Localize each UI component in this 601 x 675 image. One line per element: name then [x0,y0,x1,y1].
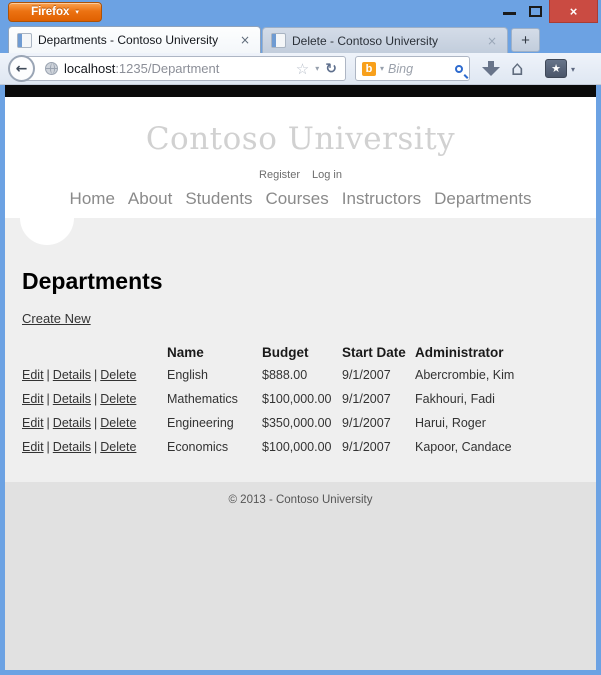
bookmark-star-icon[interactable]: ☆ [295,59,310,78]
link-separator: | [94,392,98,406]
url-host: localhost [64,61,116,76]
chevron-down-icon: ▾ [75,8,79,16]
refresh-icon[interactable]: ↻ [325,60,337,77]
nav-item-home[interactable]: Home [69,189,115,208]
cell-name: Mathematics [167,392,238,406]
page-viewport [5,97,596,670]
tab-departments[interactable] [8,26,261,53]
delete-link[interactable]: Delete [100,368,137,382]
tab-title: Departments - Contoso University [38,33,219,47]
cell-administrator: Fakhouri, Fadi [415,392,495,406]
nav-item-students[interactable]: Students [185,189,253,208]
home-button[interactable] [511,56,524,80]
plus-icon: + [521,31,530,49]
chevron-down-icon[interactable]: ▾ [571,65,576,74]
auth-links [5,169,596,181]
bookmarks-button[interactable] [545,59,567,78]
edit-link[interactable]: Edit [22,440,44,454]
search-input[interactable] [388,62,451,76]
firefox-menu-button[interactable] [8,2,102,22]
row-actions [22,411,167,435]
link-separator: | [94,416,98,430]
cell-administrator: Kapoor, Candace [415,440,512,454]
delete-link[interactable]: Delete [100,392,137,406]
cell-name: Engineering [167,416,234,430]
link-separator: | [46,368,50,382]
navigation-toolbar [0,53,601,85]
table-row [22,411,595,435]
cell-start-date: 9/1/2007 [342,440,391,454]
page-favicon-icon [271,33,286,48]
tab-delete[interactable] [262,27,508,53]
site-footer [5,482,596,670]
tab-close-icon[interactable]: × [239,33,250,47]
address-bar-icons [296,60,345,78]
link-separator: | [46,416,50,430]
chevron-down-icon[interactable]: ▾ [380,64,385,73]
delete-link[interactable]: Delete [100,440,137,454]
cell-start-date: 9/1/2007 [342,368,391,382]
nav-item-departments[interactable]: Departments [434,189,532,208]
details-link[interactable]: Details [52,440,92,454]
cell-administrator: Abercrombie, Kim [415,368,515,382]
details-link[interactable]: Details [52,368,92,382]
table-header-row [22,341,595,363]
home-icon: ⌂ [511,56,524,80]
row-actions [22,363,167,387]
cell-budget: $888.00 [262,368,308,382]
departments-table [22,341,595,459]
cell-name: English [167,368,208,382]
table-row [22,363,595,387]
close-window-button[interactable] [549,0,598,23]
star-icon: ★ [551,62,561,75]
login-link[interactable]: Log in [311,169,342,181]
row-actions [22,435,167,459]
row-actions [22,387,167,411]
header-administrator: Administrator [415,344,504,360]
link-separator: | [46,440,50,454]
edit-link[interactable]: Edit [22,416,44,430]
minimize-button[interactable] [503,12,516,15]
chevron-down-icon[interactable]: ▾ [315,64,320,73]
cell-budget: $100,000.00 [262,392,332,406]
address-bar[interactable] [22,56,346,81]
back-arrow-icon: ← [15,60,28,77]
header-budget: Budget [262,344,309,360]
globe-icon [45,62,58,75]
site-header [5,97,596,218]
link-separator: | [94,440,98,454]
tab-title: Delete - Contoso University [292,33,439,48]
search-box[interactable] [355,56,470,81]
header-name: Name [167,344,204,360]
maximize-button[interactable] [529,6,542,17]
firefox-menu-label: Firefox [31,6,70,18]
details-link[interactable]: Details [52,392,92,406]
bing-logo-icon[interactable]: b [362,62,376,76]
edit-link[interactable]: Edit [22,392,44,406]
table-row [22,387,595,411]
search-icon[interactable] [455,65,463,73]
departments-table-body [22,363,595,459]
new-tab-button[interactable] [511,28,540,52]
header-actions [22,341,167,363]
register-link[interactable]: Register [259,169,300,181]
nav-item-courses[interactable]: Courses [265,189,329,208]
content-area [5,218,596,482]
page-favicon-icon [17,33,32,48]
url-path: :1235/Department [115,61,220,76]
details-link[interactable]: Details [52,416,92,430]
copyright-text: © 2013 - Contoso University [228,494,373,506]
nav-item-about[interactable]: About [127,189,173,208]
link-separator: | [94,368,98,382]
page-title: Departments [22,268,163,294]
site-brand: Contoso University [145,121,456,157]
main-nav [5,189,596,209]
create-new-link[interactable]: Create New [22,311,91,326]
cell-administrator: Harui, Roger [415,416,486,430]
nav-item-instructors[interactable]: Instructors [341,189,422,208]
cell-start-date: 9/1/2007 [342,416,391,430]
tab-close-icon[interactable]: × [486,33,497,48]
cell-start-date: 9/1/2007 [342,392,391,406]
table-row [22,435,595,459]
cell-budget: $100,000.00 [262,440,332,454]
close-icon: × [569,3,578,19]
header-start-date: Start Date [342,344,406,360]
decorative-circle [20,191,74,245]
download-arrow-icon [482,67,500,76]
cell-name: Economics [167,440,229,454]
page-top-bar [5,85,596,97]
url-text [64,61,296,76]
back-button[interactable] [8,55,35,82]
downloads-button[interactable] [482,61,500,76]
edit-link[interactable]: Edit [22,368,44,382]
cell-budget: $350,000.00 [262,416,332,430]
delete-link[interactable]: Delete [100,416,137,430]
link-separator: | [46,392,50,406]
